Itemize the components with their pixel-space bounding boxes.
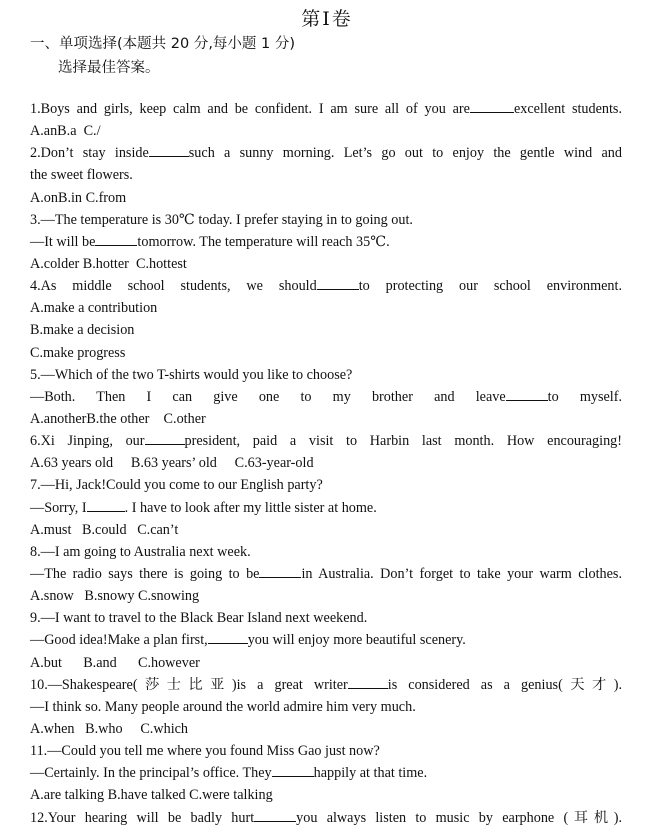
question-text: happily at that time. [313,765,428,782]
answer-blank [145,430,185,445]
question-2-line [30,164,622,186]
question-text: the sweet flowers. [30,167,133,184]
question-12-line [30,807,622,829]
question-1-line [30,98,622,120]
question-text: excellent students. [513,101,622,117]
answer-blank [259,563,301,578]
question-8-line [30,541,622,563]
question-8-options: A.snow B.snowy C.snowing [30,588,200,605]
question-text: 2.Don’t stay inside [30,145,149,162]
answer-blank [348,674,388,689]
question-7-line [30,474,622,496]
question-1-options: A.anB.a C./ [30,123,101,140]
question-text: 4.As middle school students, we should [30,278,317,295]
question-text: 10.—Shakespeare(莎士比亚)is a great writer [30,676,348,693]
question-11-options: A.are talking B.have talked C.were talking [30,787,273,804]
question-10-line [30,674,622,696]
question-3-line [30,231,622,253]
question-text: —Good idea!Make a plan first, [30,632,208,649]
question-3-line [30,209,622,231]
question-5-line [30,386,622,408]
question-text: in Australia. Don’t forget to take your warm clothes. [301,565,622,582]
question-text: you will enjoy more beautiful scenery. [247,632,466,649]
question-text: to protecting our school environment. [358,278,622,295]
section-heading: 一、单项选择(本题共 20 分,每小题 1 分) [30,36,296,52]
question-4-options: A.make a contribution [30,300,158,317]
answer-blank [149,142,189,157]
question-3-options: A.colder B.hotter C.hottest [30,255,187,272]
question-text: 7.—Hi, Jack!Could you come to our English party? [30,477,323,494]
question-text: to myself. [547,388,622,405]
question-10-line [30,696,622,718]
question-6-options: A.63 years old B.63 years’ old C.63-year-old [30,455,314,472]
question-11-line [30,762,622,784]
question-4-option: B.make a decision [30,322,135,339]
question-text: —Sorry, I [30,499,87,516]
question-6-line [30,430,622,452]
question-11-line [30,740,622,762]
question-text: —Both. Then I can give one to my brother and leave [30,388,506,405]
question-10-options: A.when B.who C.which [30,720,189,737]
answer-blank [470,98,514,113]
question-9-line [30,629,622,651]
question-4-line [30,275,622,297]
question-5-line [30,364,622,386]
question-9-line [30,607,622,629]
question-text: —The radio says there is going to be [30,565,260,582]
page-title: 第Ⅰ卷 [301,9,353,30]
question-text: 5.—Which of the two T-shirts would you like to choose? [30,366,353,383]
question-text: 6.Xi Jinping, our [30,433,145,450]
question-text: —I think so. Many people around the world admire him very much. [30,698,416,715]
question-8-line [30,563,622,585]
question-text: . I have to look after my little sister at home. [124,499,377,516]
answer-blank [208,629,248,644]
question-7-line [30,497,622,519]
answer-blank [317,275,359,290]
question-text: 3.—The temperature is 30℃ today. I prefer staying in to going out. [30,211,413,228]
question-text: is considered as a genius(天才). [387,676,622,693]
question-text: president, paid a visit to Harbin last month. How encouraging! [184,433,622,450]
question-text: 11.—Could you tell me where you found Miss Gao just now? [30,743,380,760]
answer-blank [87,497,125,512]
question-2-options: A.onB.in C.from [30,189,127,206]
question-7-options: A.must B.could C.can’t [30,521,179,538]
question-2-line [30,142,622,164]
answer-blank [272,762,314,777]
question-5-options: A.anotherB.the other C.other [30,410,206,427]
question-text: you always listen to music by earphone (耳机). [296,809,622,826]
answer-blank [506,386,548,401]
question-text: such a sunny morning. Let’s go out to enjoy the gentle wind and [188,145,622,162]
question-text: 9.—I want to travel to the Black Bear Island next weekend. [30,610,368,627]
question-text: 12.Your hearing will be badly hurt [30,809,255,826]
question-text: —It will be [30,233,96,250]
question-text: 1.Boys and girls, keep calm and be confident. I am sure all of you are [30,101,470,117]
question-9-options: A.but B.and C.however [30,654,200,671]
question-text: 8.—I am going to Australia next week. [30,543,251,560]
section-instruction: 选择最佳答案。 [58,60,160,76]
question-4-option: C.make progress [30,344,126,361]
answer-blank [254,807,296,822]
question-text: tomorrow. The temperature will reach 35℃. [137,233,390,250]
answer-blank [95,231,137,246]
question-text: —Certainly. In the principal’s office. They [30,765,272,782]
question-list [30,98,622,829]
